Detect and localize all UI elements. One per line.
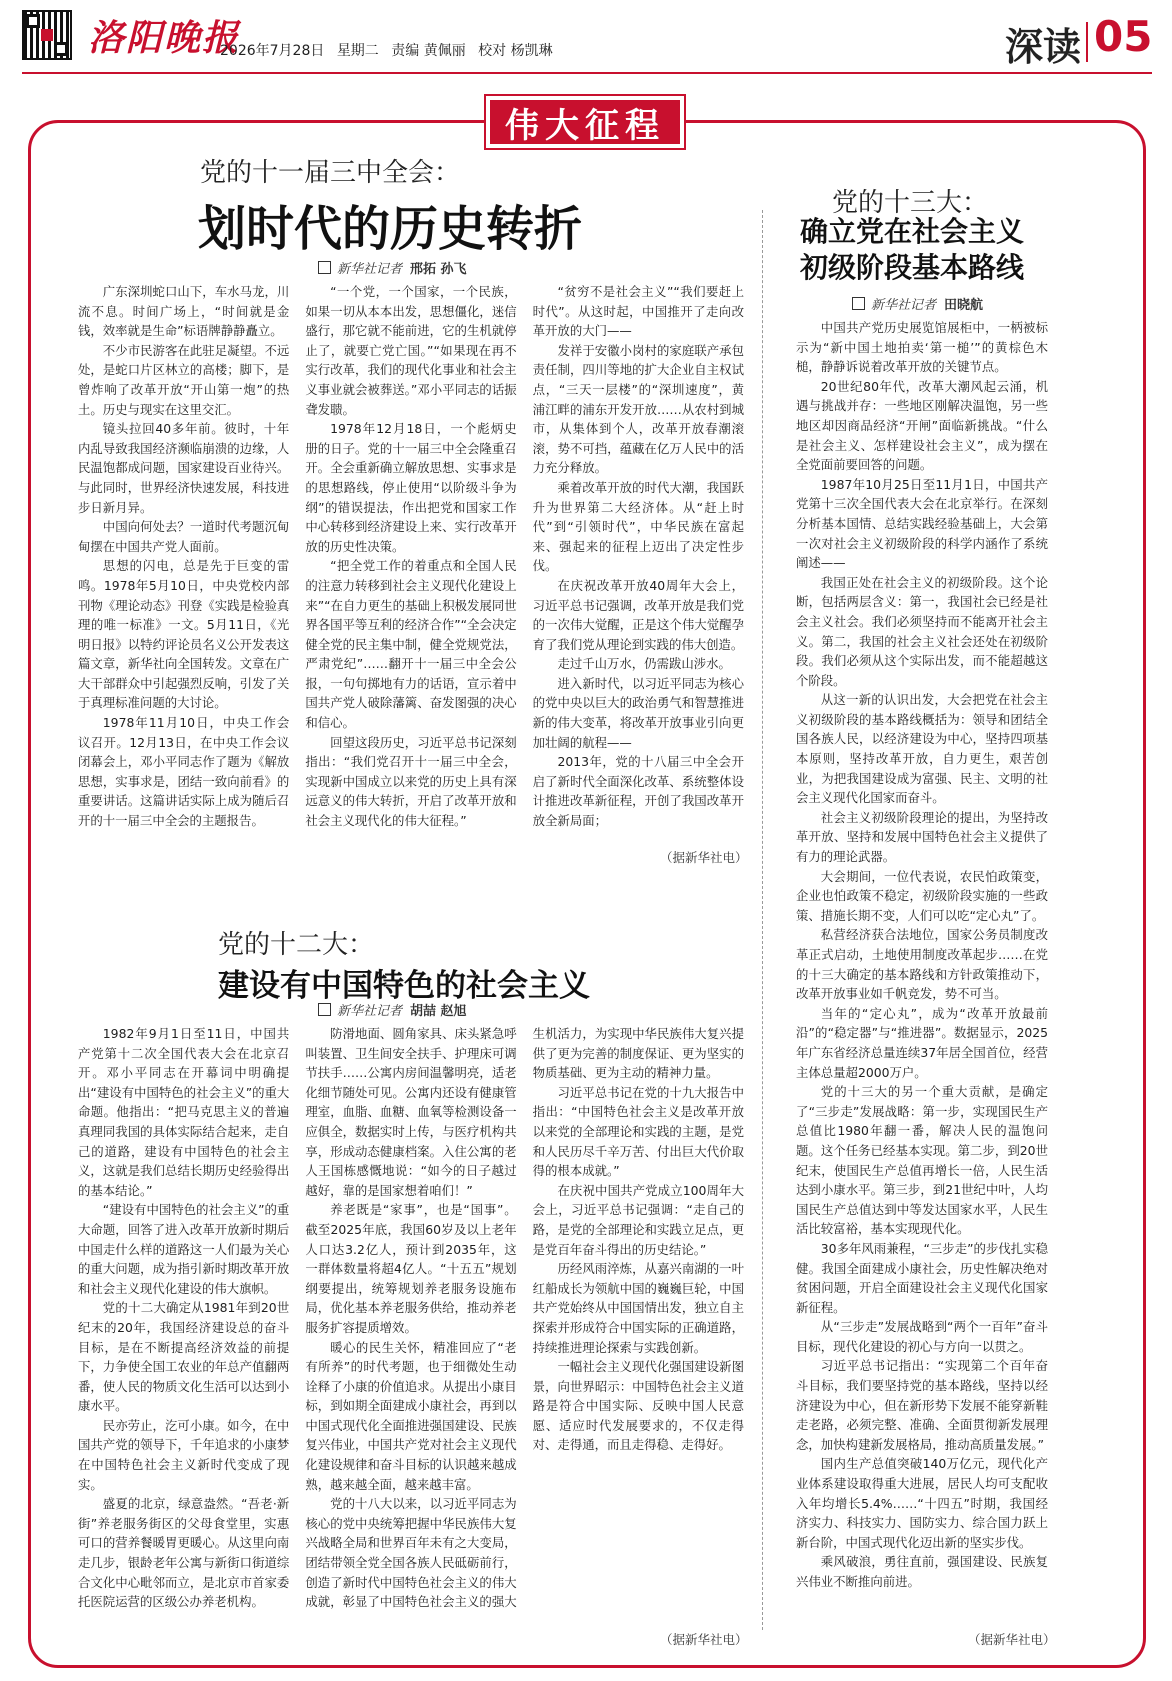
byline-role: 新华社记者 [337,262,403,277]
article3-paragraph: 从这一新的认识出发，大会把党在社会主义初级阶段的基本路线概括为：领导和团结全国各族人民，以经济建设为中心，坚持四项基本原则，坚持改革开放，自力更生，艰苦创业，为把我国建设成为富强、民主、文明的社会主义现代化国家而奋斗。 [796,692,1048,806]
proofreader-credit: 校对 杨凯琳 [478,43,553,59]
column-divider [762,210,763,1630]
article3-source: （据新华社电） [968,1632,1056,1647]
qr-code-icon[interactable] [22,10,72,60]
article3-paragraph: 习近平总书记指出：“实现第二个百年奋斗目标，我们要坚持党的基本路线，坚持以经济建设为中心，但在新形势下发展不能穿新鞋走老路，必须完整、准确、全面贯彻新发展理念，加快构建新发展格局，推动高质量发展。” [796,1358,1048,1452]
article2-paragraph: 在庆祝中国共产党成立100周年大会上，习近平总书记强调：“走自己的路，是党的全部理论和实践立足点，更是党百年奋斗得出的历史结论。” [532,1182,744,1257]
article3-headline-line2: 初级阶段基本路线 [800,251,1025,284]
article1-paragraph: 1978年11月10日，中央工作会议召开。12月13日，在中央工作会议闭幕会上，邓小平同志作了题为《解放思想，实事求是，团结一致向前看》的重要讲话。这篇讲话实际上成为随后召开的十一届三中全会的主题报告。 [78,715,290,829]
byline-names: 胡喆 赵旭 [410,1004,467,1019]
article1-paragraph: 2013年，党的十八届三中全会开启了新时代全面深化改革、系统整体设计推进改革新征程，开创了我国改革开放全新局面； [532,754,744,829]
header-rule [22,72,1152,74]
article1-paragraph: 不少市民游客在此驻足凝望。不远处，是蛇口片区林立的高楼；脚下，是曾炸响了改革开放“开山第一炮”的热土。历史与现实在这里交汇。 [78,342,290,417]
byline-box-icon [318,261,331,274]
article2-paragraph: 历经风雨淬炼，从嘉兴南湖的一叶红船成长为领航中国的巍巍巨轮，中国共产党始终从中国国情出发，独立自主探索并形成符合中国实际的正确道路，持续推进理论探索与实践创新。 [532,1261,744,1355]
article3-paragraph: 1987年10月25日至11月1日，中国共产党第十三次全国代表大会在北京举行。在深刻分析基本国情、总结实践经验基础上，大会第一次对社会主义初级阶段的科学内涵作了系统阐述—— [796,476,1048,571]
article1-paragraph: 乘着改革开放的时代大潮，我国跃升为世界第二大经济体。从“赶上时代”到“引领时代”，中华民族在富起来、强起来的征程上迈出了决定性步伐。 [532,479,744,574]
article2-paragraph: 党的十二大确定从1981年到20世纪末的20年，我国经济建设总的奋斗目标，是在不断提高经济效益的前提下，力争使全国工农业的年总产值翻两番，使人民的物质文化生活可以达到小康水平。 [78,1300,290,1414]
article1-paragraph: 广东深圳蛇口山下，车水马龙，川流不息。时间广场上，“时间就是金钱，效率就是生命”标语牌静静矗立。 [78,284,290,339]
feature-banner: 伟大征程 [486,96,684,148]
issue-date: 2026年7月28日 [220,43,325,59]
article2-byline [318,1000,467,1019]
article1-paragraph: 思想的闪电，总是先于巨变的雷鸣。1978年5月10日，中央党校内部刊物《理论动态》刊登《实践是检验真理的唯一标准》一文。5月11日，《光明日报》以特约评论员名义公开发表这篇文章，新华社向全国转发。文章在广大干部群众中引起强烈反响，引发了关于真理标准问题的大讨论。 [78,558,290,711]
article1-headline: 划时代的历史转折 [198,201,583,257]
article2-paragraph: 习近平总书记在党的十九大报告中指出：“中国特色社会主义是改革开放以来党的全部理论和实践的主题，是党和人民历尽千辛万苦、付出巨大代价取得的根本成就。” [532,1084,744,1179]
article1-paragraph: 中国向何处去？一道时代考题沉甸甸摆在中国共产党人面前。 [78,519,290,554]
article1-source: （据新华社电） [660,850,748,865]
issue-meta [220,40,561,60]
article2-body [78,1024,744,1630]
article1-body [78,282,744,864]
article3-headline [800,214,1024,286]
article2-paragraph: 民亦劳止，汔可小康。如今，在中国共产党的领导下，千年追求的小康梦在中国特色社会主义新时代变成了现实。 [78,1417,290,1492]
article2-headline: 建设有中国特色的社会主义 [218,968,590,1004]
article3-paragraph: 乘风破浪，勇往直前，强国建设、民族复兴伟业不断推向前进。 [796,1554,1048,1589]
page-number: 05 [1094,12,1153,61]
byline-box-icon [852,297,865,310]
article2-paragraph: 防滑地面、圆角家具、床头紧急呼叫装置、卫生间安全扶手、护理床可调节扶手……公寓内房间温馨明亮，适老化细节随处可见。公寓内还设有健康管理室，血脂、血糖、血氧等检测设备一应俱全，数据实时上传，与医疗机构共享，形成动态健康档案。入住公寓的老人王国栋感慨地说：“如今的日子越过越好，靠的是国家想着咱们！” [305,1026,517,1198]
article2-paragraph: 养老既是“家事”，也是“国事”。截至2025年底，我国60岁及以上老年人口达3.2亿人，预计到2035年，这一群体数量将超4亿人。“十五五”规划纲要提出，统筹规划养老服务设施布局，优化基本养老服务供给，推动养老服务扩容提质增效。 [305,1202,517,1335]
issue-weekday: 星期二 [336,43,379,59]
article1-paragraph: “一个党，一个国家，一个民族，如果一切从本本出发，思想僵化，迷信盛行，那它就不能前进，它的生机就停止了，就要亡党亡国。”“如果现在再不实行改革，我们的现代化事业和社会主义事业就会被葬送。”邓小平同志的话振聋发聩。 [305,284,517,417]
article1-byline [318,258,467,277]
article3-paragraph: 当年的“定心丸”，成为“改革开放最前沿”的“稳定器”与“推进器”。数据显示，2025年广东省经济总量连续37年居全国首位，经营主体总量超2000万户。 [796,1005,1048,1080]
article1-paragraph: 在庆祝改革开放40周年大会上，习近平总书记强调，改革开放是我们党的一次伟大觉醒，正是这个伟大觉醒孕育了我们党从理论到实践的伟大创造。 [532,577,744,652]
article3-paragraph: 私营经济获合法地位，国家公务员制度改革正式启动，土地使用制度改革起步……在党的十三大确定的基本路线和方针政策推动下，改革开放事业如千帆竞发，势不可当。 [796,927,1048,1002]
article3-paragraph: 从“三步走”发展战略到“两个一百年”奋斗目标，现代化建设的初心与方向一以贯之。 [796,1319,1048,1354]
article2-paragraph: 盛夏的北京，绿意盎然。“吾老·新街”养老服务街区的父母食堂里，实惠可口的营养餐暖胃更暖心。从这里向南走几步，银龄老年公寓与新街口街道综合文化中心毗邻而立，是北京市首家委托医院运营的区级公办养老机构。 [78,1496,290,1610]
article3-paragraph: 30多年风雨兼程，“三步走”的步伐扎实稳健。我国全面建成小康社会，历史性解决绝对贫困问题，开启全面建设社会主义现代化国家新征程。 [796,1240,1048,1315]
editor-credit: 责编 黄佩丽 [391,43,466,59]
article2-paragraph: 暖心的民生关怀，精准回应了“老有所养”的时代考题，也于细微处生动诠释了小康的价值追求。从提出小康目标，到如期全面建成小康社会，再到以中国式现代化全面推进强国建设、民族复兴伟业，中国共产党对社会主义现代化建设规律和奋斗目标的认识越来越成熟，越来越全面，越来越丰富。 [305,1339,517,1492]
article1-paragraph: 1978年12月18日，一个彪炳史册的日子。党的十一届三中全会隆重召开。全会重新确立解放思想、实事求是的思想路线，停止使用“以阶级斗争为纲”的错误提法，作出把党和国家工作中心转移到经济建设上来、实行改革开放的历史性决策。 [305,421,517,554]
article2-kicker: 党的十二大： [218,930,375,960]
byline-names: 邢拓 孙飞 [410,262,467,277]
article3-paragraph: 20世纪80年代，改革大潮风起云涌，机遇与挑战并存：一些地区刚解决温饱，另一些地区却因商品经济“开闸”面临新挑战。“什么是社会主义、怎样建设社会主义”，成为摆在全党面前要回答的问题。 [796,378,1048,473]
article2-paragraph: “建设有中国特色的社会主义”的重大命题，回答了进入改革开放新时期后中国走什么样的道路这一人们最为关心的重大问题，成为指引新时期改革开放和社会主义现代化建设的伟大旗帜。 [78,1202,290,1296]
article3-headline-line1: 确立党在社会主义 [800,215,1025,248]
article3-paragraph: 中国共产党历史展览馆展柜中，一柄被标示为“新中国土地拍卖‘第一槌’”的黄棕色木槌，静静诉说着改革开放的关键节点。 [796,320,1048,375]
article1-kicker: 党的十一届三中全会： [200,158,461,188]
article3-paragraph: 大会期间，一位代表说，农民怕政策变，企业也怕政策不稳定，初级阶段实施的一些政策、措施长期不变，人们可以吃“定心丸”了。 [796,868,1048,923]
article2-paragraph: 一幅社会主义现代化强国建设新图景，向世界昭示：中国特色社会主义道路是符合中国实际、反映中国人民意愿、适应时代发展要求的，不仅走得对、走得通，而且走得稳、走得好。 [532,1359,744,1453]
article3-byline [852,294,983,313]
article3-kicker: 党的十三大： [832,188,989,218]
article1-paragraph: 回望这段历史，习近平总书记深刻指出：“我们党召开十一届三中全会，实现新中国成立以来党的历史上具有深远意义的伟大转折，开启了改革开放和社会主义现代化的伟大征程。” [305,734,517,829]
article3-body [796,318,1048,1628]
article3-paragraph: 社会主义初级阶段理论的提出，为坚持改革开放、坚持和发展中国特色社会主义提供了有力的理论武器。 [796,809,1048,865]
article3-paragraph: 国内生产总值突破140万亿元，现代化产业体系建设取得重大进展，居民人均可支配收入年均增长5.4%……“十四五”时期，我国经济实力、科技实力、国防实力、综合国力跃上新台阶，中国式现代化迈出新的坚实步伐。 [796,1456,1048,1550]
article2-source: （据新华社电） [660,1632,748,1647]
newspaper-logo: 洛阳晚报 [88,17,241,59]
section-name: 深读 [1005,24,1082,69]
article3-paragraph: 我国正处在社会主义的初级阶段。这个论断，包括两层含义：第一，我国社会已经是社会主义社会。我们必须坚持而不能离开社会主义。第二，我国的社会主义社会还处在初级阶段。我们必须从这个实际出发，而不能超越这个阶段。 [796,574,1048,688]
byline-names: 田晓航 [944,298,984,313]
article3-paragraph: 党的十三大的另一个重大贡献，是确定了“三步走”发展战略：第一步，实现国民生产总值比1980年翻一番，解决人民的温饱问题。这个任务已经基本实现。第二步，到20世纪末，使国民生产总值再增长一倍，人民生活达到小康水平。第三步，到21世纪中叶，人均国民生产总值达到中等发达国家水平，人民生活比较富裕，基本实现现代化。 [796,1084,1048,1237]
article1-paragraph: 进入新时代，以习近平同志为核心的党中央以巨大的政治勇气和智慧推进新的伟大变革，将改革开放事业引向更加壮阔的航程—— [532,675,744,750]
article1-paragraph: “把全党工作的着重点和全国人民的注意力转移到社会主义现代化建设上来”“在自力更生的基础上积极发展同世界各国平等互利的经济合作”“全会决定健全党的民主集中制，健全党规党法，严肃党纪”……翻开十一届三中全会公报，一句句掷地有力的话语，宣示着中国共产党人破除藩篱、奋发图强的决心和信心。 [305,558,517,731]
page-header [0,0,1172,98]
article2-paragraph: 1982年9月1日至11日，中国共产党第十二次全国代表大会在北京召开。邓小平同志在开幕词中明确提出“建设有中国特色的社会主义”的重大命题。他指出：“把马克思主义的普遍真理同我国的具体实际结合起来，走自己的道路，建设有中国特色的社会主义，这就是我们总结长期历史经验得出的基本结论。” [78,1026,290,1198]
byline-role: 新华社记者 [337,1004,403,1019]
article1-paragraph: 发祥于安徽小岗村的家庭联产承包责任制，四川等地的扩大企业自主权试点，“三天一层楼”的“深圳速度”，黄浦江畔的浦东开发开放……从农村到城市，从集体到个人，改革开放春潮滚滚，势不可挡，蕴藏在亿万人民中的活力充分释放。 [532,342,744,476]
byline-box-icon [318,1003,331,1016]
article2-paragraph: 党的十八大以来，以习近平同志为核心的党中央统筹把握中华民族伟大复兴战略全局和世界百年未有之大变局，团结带领全党全国各族人民砥砺前行，创造了新时代中国特色社会主义的伟大成就，彰显了中国特色社会主义的强大生机活力，为实现中华民族伟大复兴提供了更为完善的制度保证、更为坚实的物质基础、更为主动的精神力量。 [305,1026,744,1610]
section-divider [1086,22,1088,62]
article1-paragraph: “贫穷不是社会主义”“我们要赶上时代”。从这时起，中国推开了走向改革开放的大门—— [532,284,744,339]
byline-role: 新华社记者 [871,298,937,313]
article1-paragraph: 镜头拉回40多年前。彼时，十年内乱导致我国经济濒临崩溃的边缘，人民温饱都成问题，国家建设百业待兴。与此同时，世界经济快速发展，科技进步日新月异。 [78,421,290,515]
article1-paragraph: 走过千山万水，仍需跋山涉水。 [557,656,731,672]
